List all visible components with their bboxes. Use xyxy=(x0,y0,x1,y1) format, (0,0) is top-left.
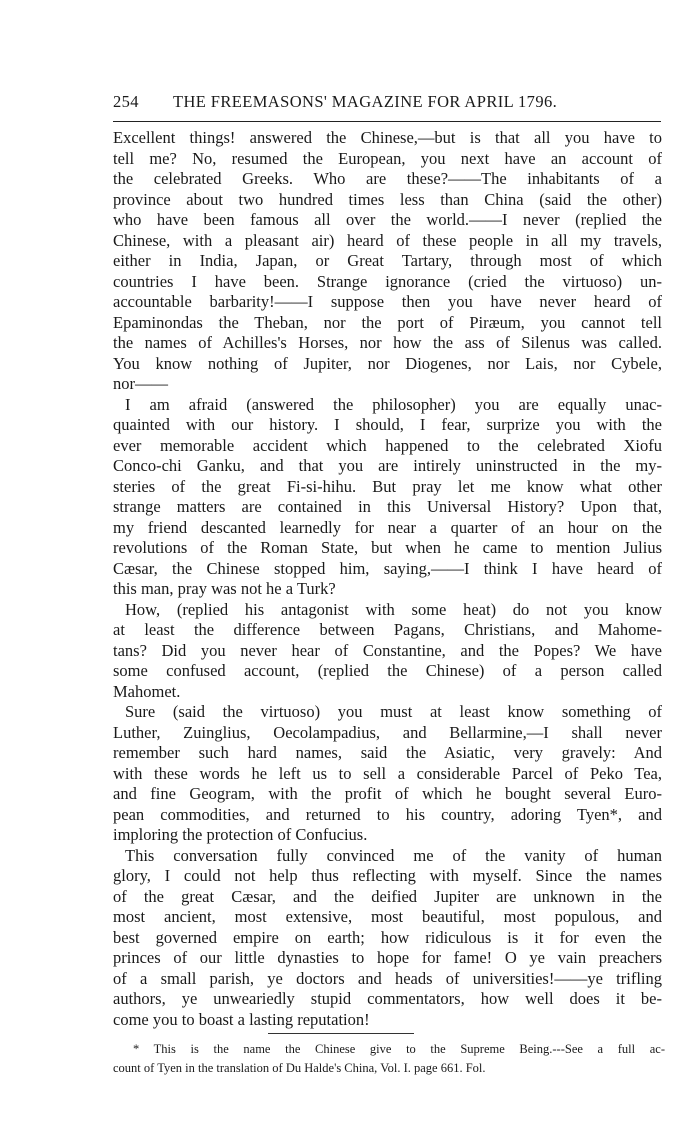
text-line: who have been famous all over the world.——I never (replied the xyxy=(113,210,662,229)
text-line: Luther, Zuinglius, Oecolampadius, and Bellarmine,—I shall never xyxy=(113,722,662,742)
text-line: Mahomet. xyxy=(113,681,181,701)
text-line: my friend descanted learnedly for near a quarter of an hour on the xyxy=(113,517,662,537)
text-line: at least the difference between Pagans, Christians, and Mahome- xyxy=(113,620,662,639)
text-line: glory, I could not help thus reflecting with myself. Since the names xyxy=(113,866,662,885)
text-line: quainted with our history. I should, I fear, surprize you with the xyxy=(113,415,662,434)
running-header xyxy=(113,92,661,116)
footnote-rule xyxy=(268,1033,414,1034)
text-line: this man, pray was not he a Turk? xyxy=(113,579,336,598)
text-line: most ancient, most extensive, most beautiful, most populous, and xyxy=(113,907,662,926)
text-line: Excellent things! answered the Chinese,—but is that all you have to xyxy=(113,128,662,147)
text-line: ever memorable accident which happened to the celebrated Xiofu xyxy=(113,435,662,455)
text-line: best governed empire on earth; how ridiculous is it for even the xyxy=(113,927,662,947)
text-line: some confused account, (replied the Chinese) of a person called xyxy=(113,661,662,680)
footnote-line: * This is the name the Chinese give to the Supreme Being.---See a full ac- xyxy=(133,1042,665,1056)
text-line: I am afraid (answered the philosopher) you are equally unac- xyxy=(125,394,662,414)
text-line: of the great Cæsar, and the deified Jupiter are unknown in the xyxy=(113,886,662,906)
text-line: authors, ye unweariedly stupid commentators, how well does it be- xyxy=(113,989,662,1008)
text-line: with these words he left us to sell a considerable Parcel of Peko Tea, xyxy=(113,763,662,783)
text-line: tans? Did you never hear of Constantine, and the Popes? We have xyxy=(113,640,662,660)
text-line: How, (replied his antagonist with some heat) do not you know xyxy=(125,599,662,619)
text-line: Epaminondas the Theban, nor the port of Piræum, you cannot tell xyxy=(113,312,662,332)
text-line: revolutions of the Roman State, but when he came to mention Julius xyxy=(113,538,662,557)
text-line: accountable barbarity!——I suppose then you have never heard of xyxy=(113,292,662,311)
page-number: 254 xyxy=(113,92,139,111)
text-line: remember such hard names, said the Asiatic, very gravely: And xyxy=(113,743,662,762)
text-line: either in India, Japan, or Great Tartary, through most of which xyxy=(113,251,662,270)
text-line: province about two hundred times less than China (said the other) xyxy=(113,189,662,209)
text-line: countries I have been. Strange ignorance (cried the virtuoso) un- xyxy=(113,271,662,291)
text-line: nor—— xyxy=(113,374,168,393)
footnote-line: count of Tyen in the translation of Du Halde's China, Vol. I. page 661. Fol. xyxy=(113,1061,486,1075)
text-line: Cæsar, the Chinese stopped him, saying,——I think I have heard of xyxy=(113,558,662,578)
text-line: the names of Achilles's Horses, nor how the ass of Silenus was called. xyxy=(113,333,662,352)
running-title: THE FREEMASONS' MAGAZINE FOR APRIL 1796. xyxy=(173,92,558,111)
text-line: princes of our little dynasties to hope for fame! O ye vain preachers xyxy=(113,948,662,967)
text-line: the celebrated Greeks. Who are these?——The inhabitants of a xyxy=(113,169,662,188)
text-line: and fine Geogram, with the profit of which he bought several Euro- xyxy=(113,784,662,803)
text-line: You know nothing of Jupiter, nor Diogenes, nor Lais, nor Cybele, xyxy=(113,353,662,373)
text-line: Chinese, with a pleasant air) heard of these people in all my travels, xyxy=(113,230,662,250)
header-rule xyxy=(113,121,661,122)
footnote xyxy=(113,1040,665,1078)
text-line: come you to boast a lasting reputation! xyxy=(113,1009,370,1029)
text-line: Conco-chi Ganku, and that you are intirely uninstructed in the my- xyxy=(113,456,662,475)
text-line: steries of the great Fi-si-hihu. But pray let me know what other xyxy=(113,476,662,496)
text-line: of a small parish, ye doctors and heads of universities!——ye trifling xyxy=(113,968,662,988)
text-line: strange matters are contained in this Universal History? Upon that, xyxy=(113,497,662,516)
text-line: imploring the protection of Confucius. xyxy=(113,825,368,844)
text-line: This conversation fully convinced me of the vanity of human xyxy=(125,845,662,865)
text-line: Sure (said the virtuoso) you must at least know something of xyxy=(125,702,662,721)
body-text xyxy=(113,128,662,1030)
text-line: tell me? No, resumed the European, you next have an account of xyxy=(113,148,662,168)
text-line: pean commodities, and returned to his country, adoring Tyen*, and xyxy=(113,804,662,824)
